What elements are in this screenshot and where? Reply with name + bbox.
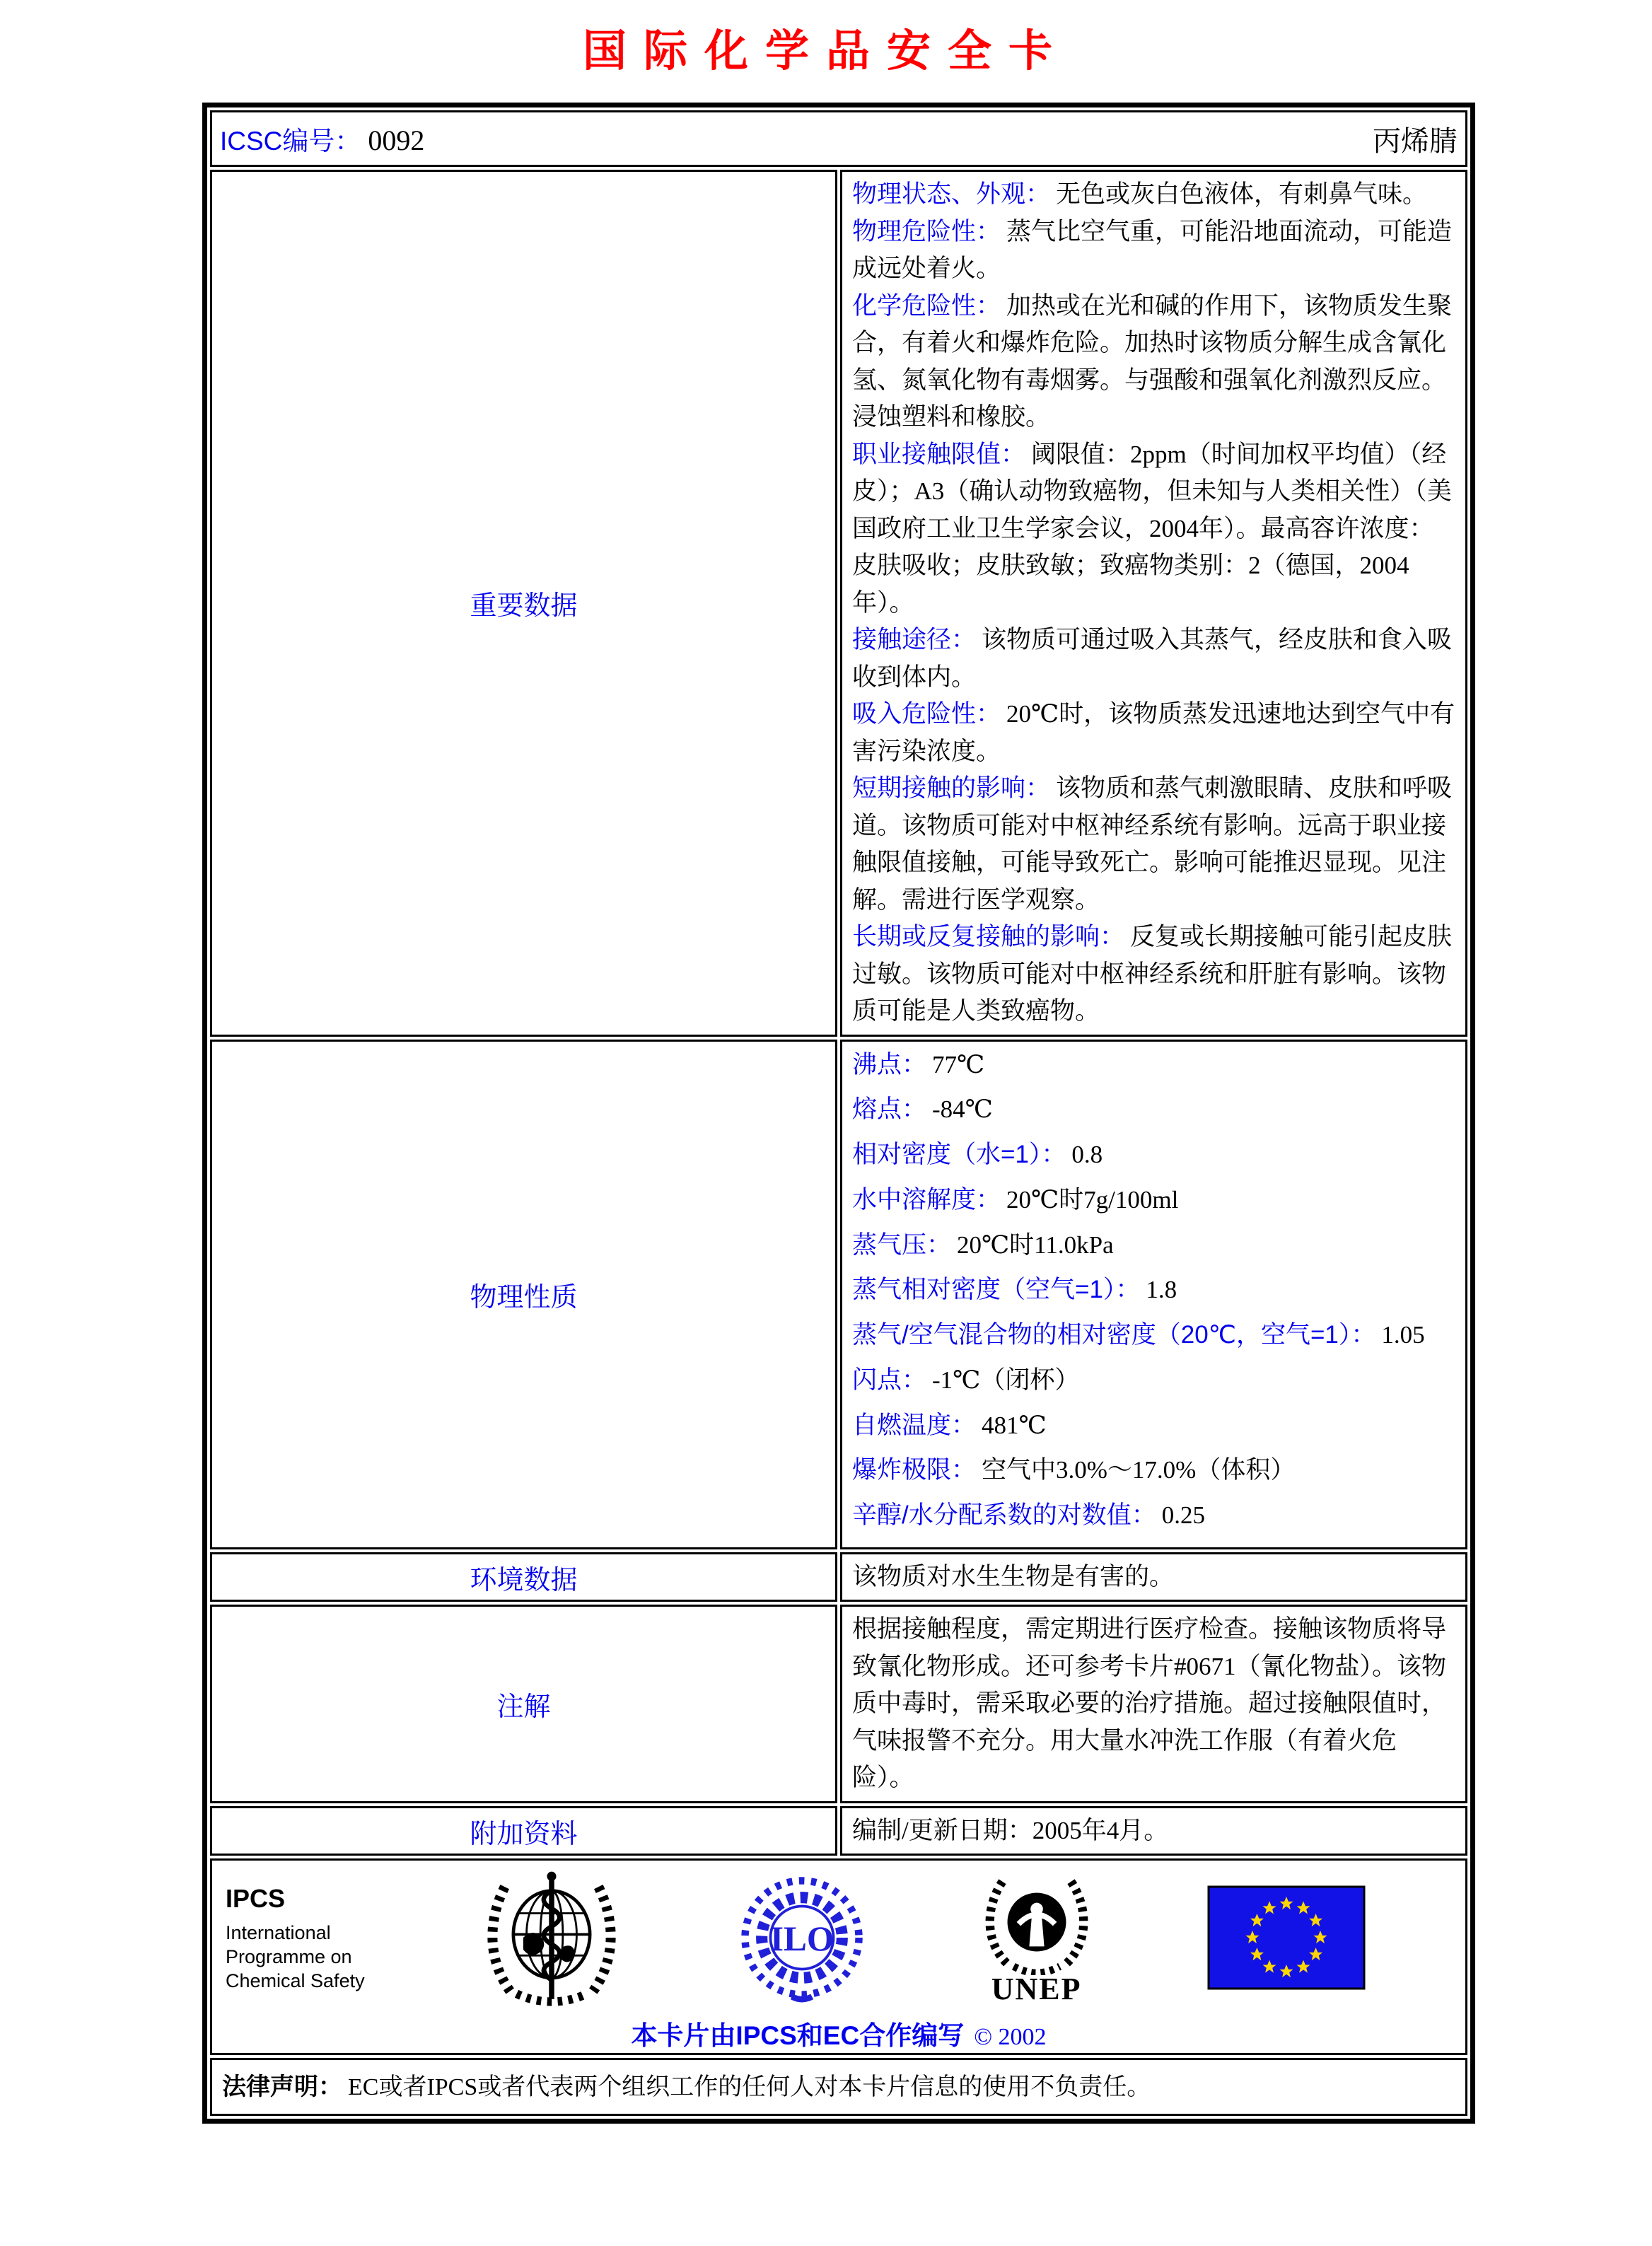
- item-label: 物理状态、外观：: [852, 180, 1051, 208]
- physical-item: [852, 1498, 1455, 1534]
- section-label-important: 重要数据: [210, 170, 837, 1037]
- ipcs-line: Programme on: [226, 1945, 352, 1967]
- item-text: 20℃时11.0kPa: [957, 1230, 1114, 1259]
- item-text: 1.8: [1146, 1276, 1177, 1304]
- physical-item: [852, 1047, 1455, 1083]
- section-content-environment: [840, 1552, 1467, 1602]
- item-text: 反复或长期接触可能引起皮肤过敏。该物质可能对中枢神经系统和肝脏有影响。该物质可能是人类致癌物。: [852, 923, 1453, 1025]
- header-row: [210, 110, 1467, 167]
- item-text: 阈限值：2ppm（时间加权平均值）（经皮）；A3（确认动物致癌物，但未知与人类相关性）（美国政府工业卫生学家会议，2004年）。最高容许浓度：皮肤吸收；皮肤致敏；致癌物类别：2（德国，2004年）。: [852, 440, 1452, 617]
- unep-logo-icon: [984, 1869, 1090, 1975]
- item-label: 爆炸极限：: [852, 1456, 977, 1484]
- chemical-name: 丙烯腈: [1373, 124, 1458, 157]
- logos-row: [210, 1858, 1467, 2055]
- physical-item: [852, 1092, 1455, 1128]
- item-label: 水中溶解度：: [852, 1185, 1001, 1214]
- item-text: 空气中3.0%～17.0%（体积）: [982, 1456, 1296, 1484]
- item-text: 481℃: [982, 1411, 1047, 1439]
- important-item: [852, 436, 1455, 622]
- physical-item: [852, 1228, 1455, 1264]
- section-label-physical: 物理性质: [210, 1040, 837, 1549]
- important-item: [852, 622, 1455, 696]
- section-row-environment: [210, 1552, 1467, 1602]
- eu-flag-icon: [1207, 1885, 1366, 1990]
- ipcs-line: International: [226, 1922, 331, 1944]
- section-label-environment: 环境数据: [210, 1552, 837, 1602]
- important-item: [852, 696, 1455, 770]
- physical-item: [852, 1363, 1455, 1399]
- item-text: 无色或灰白色液体，有刺鼻气味。: [1056, 180, 1428, 208]
- item-label: 蒸气相对密度（空气=1）：: [852, 1276, 1141, 1304]
- notes-text: 根据接触程度，需定期进行医疗检查。接触该物质将导致氰化物形成。还可参考卡片#0671（氰化物盐）。该物质中毒时，需采取必要的治疗措施。超过接触限值时，气味报警不充分。用大量水冲洗工作服（有着火危险）。: [852, 1615, 1447, 1792]
- legal-text: EC或者IPCS或者代表两个组织工作的任何人对本卡片信息的使用不负责任。: [348, 2074, 1151, 2100]
- cooperation-caption: [213, 2014, 1465, 2052]
- physical-item: [852, 1408, 1455, 1444]
- legal-row: [210, 2058, 1467, 2116]
- environment-text: 该物质对水生生物是有害的。: [852, 1562, 1175, 1590]
- caption-copyright: © 2002: [974, 2024, 1047, 2051]
- section-content-physical: [840, 1040, 1467, 1549]
- item-label: 辛醇/水分配系数的对数值：: [852, 1501, 1156, 1529]
- item-text: 该物质和蒸气刺激眼睛、皮肤和呼吸道。该物质可能对中枢神经系统有影响。远高于职业接触限值接触，可能导致死亡。影响可能推迟显现。见注解。需进行医学观察。: [852, 774, 1453, 914]
- unep-logo-block: [984, 1869, 1090, 2007]
- section-content-notes: [840, 1605, 1467, 1803]
- who-logo-icon: [482, 1868, 621, 2007]
- ilo-logo-icon: [738, 1871, 866, 2004]
- item-text: 77℃: [932, 1050, 985, 1078]
- item-text: 20℃时7g/100ml: [1006, 1185, 1179, 1214]
- item-label: 蒸气/空气混合物的相对密度（20℃，空气=1）：: [852, 1321, 1376, 1349]
- section-row-additional: [210, 1806, 1467, 1856]
- item-label: 蒸气压：: [852, 1230, 952, 1259]
- physical-item: [852, 1453, 1455, 1489]
- legal-cell: [210, 2058, 1467, 2116]
- physical-item: [852, 1272, 1455, 1308]
- icsc-card-table: [202, 103, 1475, 2124]
- item-label: 相对密度（水=1）：: [852, 1141, 1066, 1168]
- physical-item: [852, 1317, 1455, 1354]
- section-label-additional: 附加资料: [210, 1806, 837, 1856]
- item-label: 长期或反复接触的影响：: [852, 923, 1125, 950]
- icsc-number-label: ICSC编号：: [220, 127, 361, 156]
- page-title: 国际化学品安全卡: [582, 27, 1069, 76]
- section-label-notes: 注解: [210, 1605, 837, 1803]
- item-text: 0.25: [1161, 1501, 1205, 1529]
- section-content-important: [840, 170, 1467, 1037]
- section-row-important: [210, 170, 1467, 1037]
- physical-item: [852, 1182, 1455, 1218]
- physical-item: [852, 1137, 1455, 1173]
- icsc-number-group: [220, 120, 424, 158]
- section-content-additional: [840, 1806, 1467, 1856]
- additional-text: 编制/更新日期：2005年4月。: [852, 1816, 1169, 1844]
- important-item: [852, 919, 1455, 1030]
- item-label: 自燃温度：: [852, 1411, 977, 1439]
- ipcs-line: Chemical Safety: [226, 1969, 365, 1991]
- icsc-number-value: 0092: [368, 124, 425, 156]
- logos-cell: [210, 1858, 1467, 2055]
- important-item: [852, 288, 1455, 436]
- item-label: 短期接触的影响：: [852, 774, 1051, 802]
- section-row-physical: [210, 1040, 1467, 1549]
- ipcs-acronym: IPCS: [226, 1884, 286, 1914]
- important-item: [852, 214, 1455, 288]
- item-label: 吸入危险性：: [852, 700, 1001, 728]
- header-cell: [210, 110, 1467, 167]
- item-text: 1.05: [1381, 1321, 1425, 1349]
- caption-text: 本卡片由IPCS和EC合作编写: [631, 2021, 965, 2051]
- item-text: 加热或在光和碱的作用下，该物质发生聚合，有着火和爆炸危险。加热时该物质分解生成含氰化氢、氮氧化物有毒烟雾。与强酸和强氧化剂激烈反应。浸蚀塑料和橡胶。: [852, 291, 1453, 431]
- item-label: 熔点：: [852, 1095, 927, 1124]
- item-text: -84℃: [932, 1095, 993, 1124]
- item-label: 职业接触限值：: [852, 440, 1026, 468]
- item-text: 蒸气比空气重，可能沿地面流动，可能造成远处着火。: [852, 217, 1453, 282]
- item-label: 物理危险性：: [852, 217, 1001, 245]
- item-text: 该物质可通过吸入其蒸气，经皮肤和食入吸收到体内。: [852, 626, 1453, 691]
- item-label: 闪点：: [852, 1366, 927, 1394]
- section-row-notes: [210, 1605, 1467, 1803]
- item-label: 接触途径：: [852, 626, 977, 653]
- ilo-letters: ILO: [770, 1919, 834, 1959]
- item-label: 沸点：: [852, 1050, 927, 1078]
- legal-label: 法律声明：: [222, 2073, 342, 2100]
- item-label: 化学危险性：: [852, 291, 1001, 320]
- item-text: -1℃（闭杯）: [932, 1366, 1080, 1394]
- ipcs-text-block: [226, 1883, 365, 1993]
- important-item: [852, 770, 1455, 919]
- item-text: 0.8: [1071, 1141, 1103, 1168]
- item-text: 20℃时，该物质蒸发迅速地达到空气中有害污染浓度。: [852, 700, 1455, 765]
- unep-wordmark: UNEP: [991, 1971, 1082, 2006]
- important-item: [852, 176, 1455, 214]
